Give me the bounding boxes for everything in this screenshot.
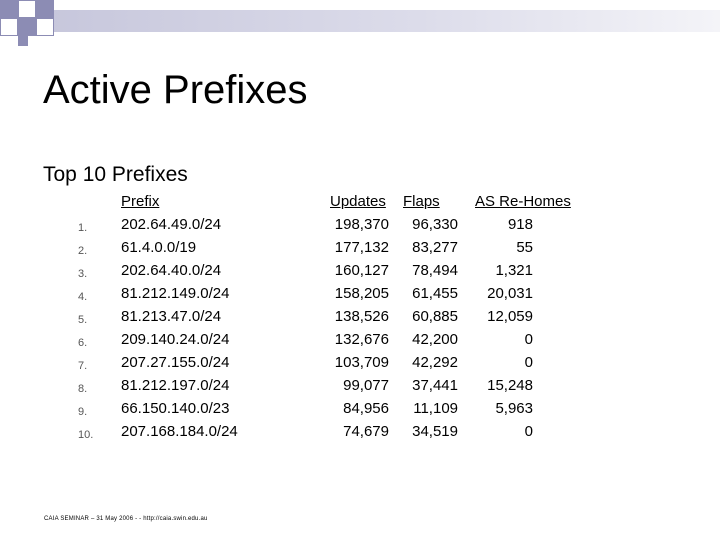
row-number: 7. xyxy=(78,360,88,372)
prefix-cell: 202.64.49.0/24 xyxy=(121,216,222,233)
deco-square xyxy=(36,0,54,18)
prefix-cell: 207.168.184.0/24 xyxy=(121,423,238,440)
as-rehomes-cell: 918 xyxy=(507,216,533,233)
as-rehomes-cell: 55 xyxy=(516,239,533,256)
row-number: 9. xyxy=(78,406,88,418)
deco-square xyxy=(18,0,36,18)
table-header xyxy=(0,192,720,215)
table-row xyxy=(0,422,720,445)
row-number: 5. xyxy=(78,314,88,326)
flaps-cell: 60,885 xyxy=(412,308,458,325)
header-prefix: Prefix xyxy=(121,193,160,210)
table-row xyxy=(0,238,720,261)
table-row xyxy=(0,284,720,307)
as-rehomes-cell: 0 xyxy=(524,331,533,348)
table-row xyxy=(0,307,720,330)
updates-cell: 99,077 xyxy=(343,377,389,394)
updates-cell: 177,132 xyxy=(334,239,389,256)
flaps-cell: 78,494 xyxy=(412,262,458,279)
prefix-cell: 209.140.24.0/24 xyxy=(121,331,230,348)
flaps-cell: 83,277 xyxy=(412,239,458,256)
as-rehomes-cell: 12,059 xyxy=(487,308,533,325)
row-number: 6. xyxy=(78,337,88,349)
as-rehomes-cell: 15,248 xyxy=(487,377,533,394)
footer-text: CAIA SEMINAR – 31 May 2006 - - http://caia.swin.edu.au xyxy=(44,516,208,522)
prefix-cell: 202.64.40.0/24 xyxy=(121,262,222,279)
as-rehomes-cell: 0 xyxy=(524,354,533,371)
prefix-cell: 81.213.47.0/24 xyxy=(121,308,222,325)
table-row xyxy=(0,376,720,399)
updates-cell: 103,709 xyxy=(334,354,389,371)
slide-title: Active Prefixes xyxy=(43,68,308,112)
row-number: 3. xyxy=(78,268,88,280)
updates-cell: 198,370 xyxy=(334,216,389,233)
table-row xyxy=(0,215,720,238)
as-rehomes-cell: 20,031 xyxy=(487,285,533,302)
prefix-cell: 207.27.155.0/24 xyxy=(121,354,230,371)
table-row xyxy=(0,330,720,353)
updates-cell: 84,956 xyxy=(343,400,389,417)
deco-square xyxy=(18,18,36,36)
updates-cell: 160,127 xyxy=(334,262,389,279)
deco-square xyxy=(0,18,18,36)
deco-square xyxy=(18,36,28,46)
header-updates: Updates xyxy=(330,193,386,210)
table-row xyxy=(0,261,720,284)
decorative-header xyxy=(0,0,720,48)
prefix-cell: 81.212.197.0/24 xyxy=(121,377,230,394)
flaps-cell: 11,109 xyxy=(413,400,458,417)
table-row xyxy=(0,353,720,376)
updates-cell: 132,676 xyxy=(334,331,389,348)
header-as-rehomes: AS Re-Homes xyxy=(475,193,571,210)
slide-subtitle: Top 10 Prefixes xyxy=(43,163,188,186)
updates-cell: 138,526 xyxy=(334,308,389,325)
as-rehomes-cell: 0 xyxy=(524,423,533,440)
header-flaps: Flaps xyxy=(403,193,440,210)
row-number: 8. xyxy=(78,383,88,395)
table-row xyxy=(0,399,720,422)
updates-cell: 74,679 xyxy=(343,423,389,440)
flaps-cell: 61,455 xyxy=(412,285,458,302)
header-band xyxy=(50,10,720,32)
prefix-cell: 81.212.149.0/24 xyxy=(121,285,230,302)
updates-cell: 158,205 xyxy=(334,285,389,302)
as-rehomes-cell: 1,321 xyxy=(495,262,533,279)
row-number: 4. xyxy=(78,291,88,303)
prefix-cell: 61.4.0.0/19 xyxy=(121,239,197,256)
row-number: 10. xyxy=(78,429,94,441)
flaps-cell: 42,292 xyxy=(412,354,458,371)
prefix-cell: 66.150.140.0/23 xyxy=(121,400,230,417)
deco-square xyxy=(0,0,18,18)
flaps-cell: 37,441 xyxy=(412,377,458,394)
row-number: 1. xyxy=(78,222,88,234)
flaps-cell: 34,519 xyxy=(412,423,458,440)
row-number: 2. xyxy=(78,245,88,257)
as-rehomes-cell: 5,963 xyxy=(495,400,533,417)
flaps-cell: 96,330 xyxy=(412,216,458,233)
deco-square xyxy=(36,18,54,36)
flaps-cell: 42,200 xyxy=(412,331,458,348)
